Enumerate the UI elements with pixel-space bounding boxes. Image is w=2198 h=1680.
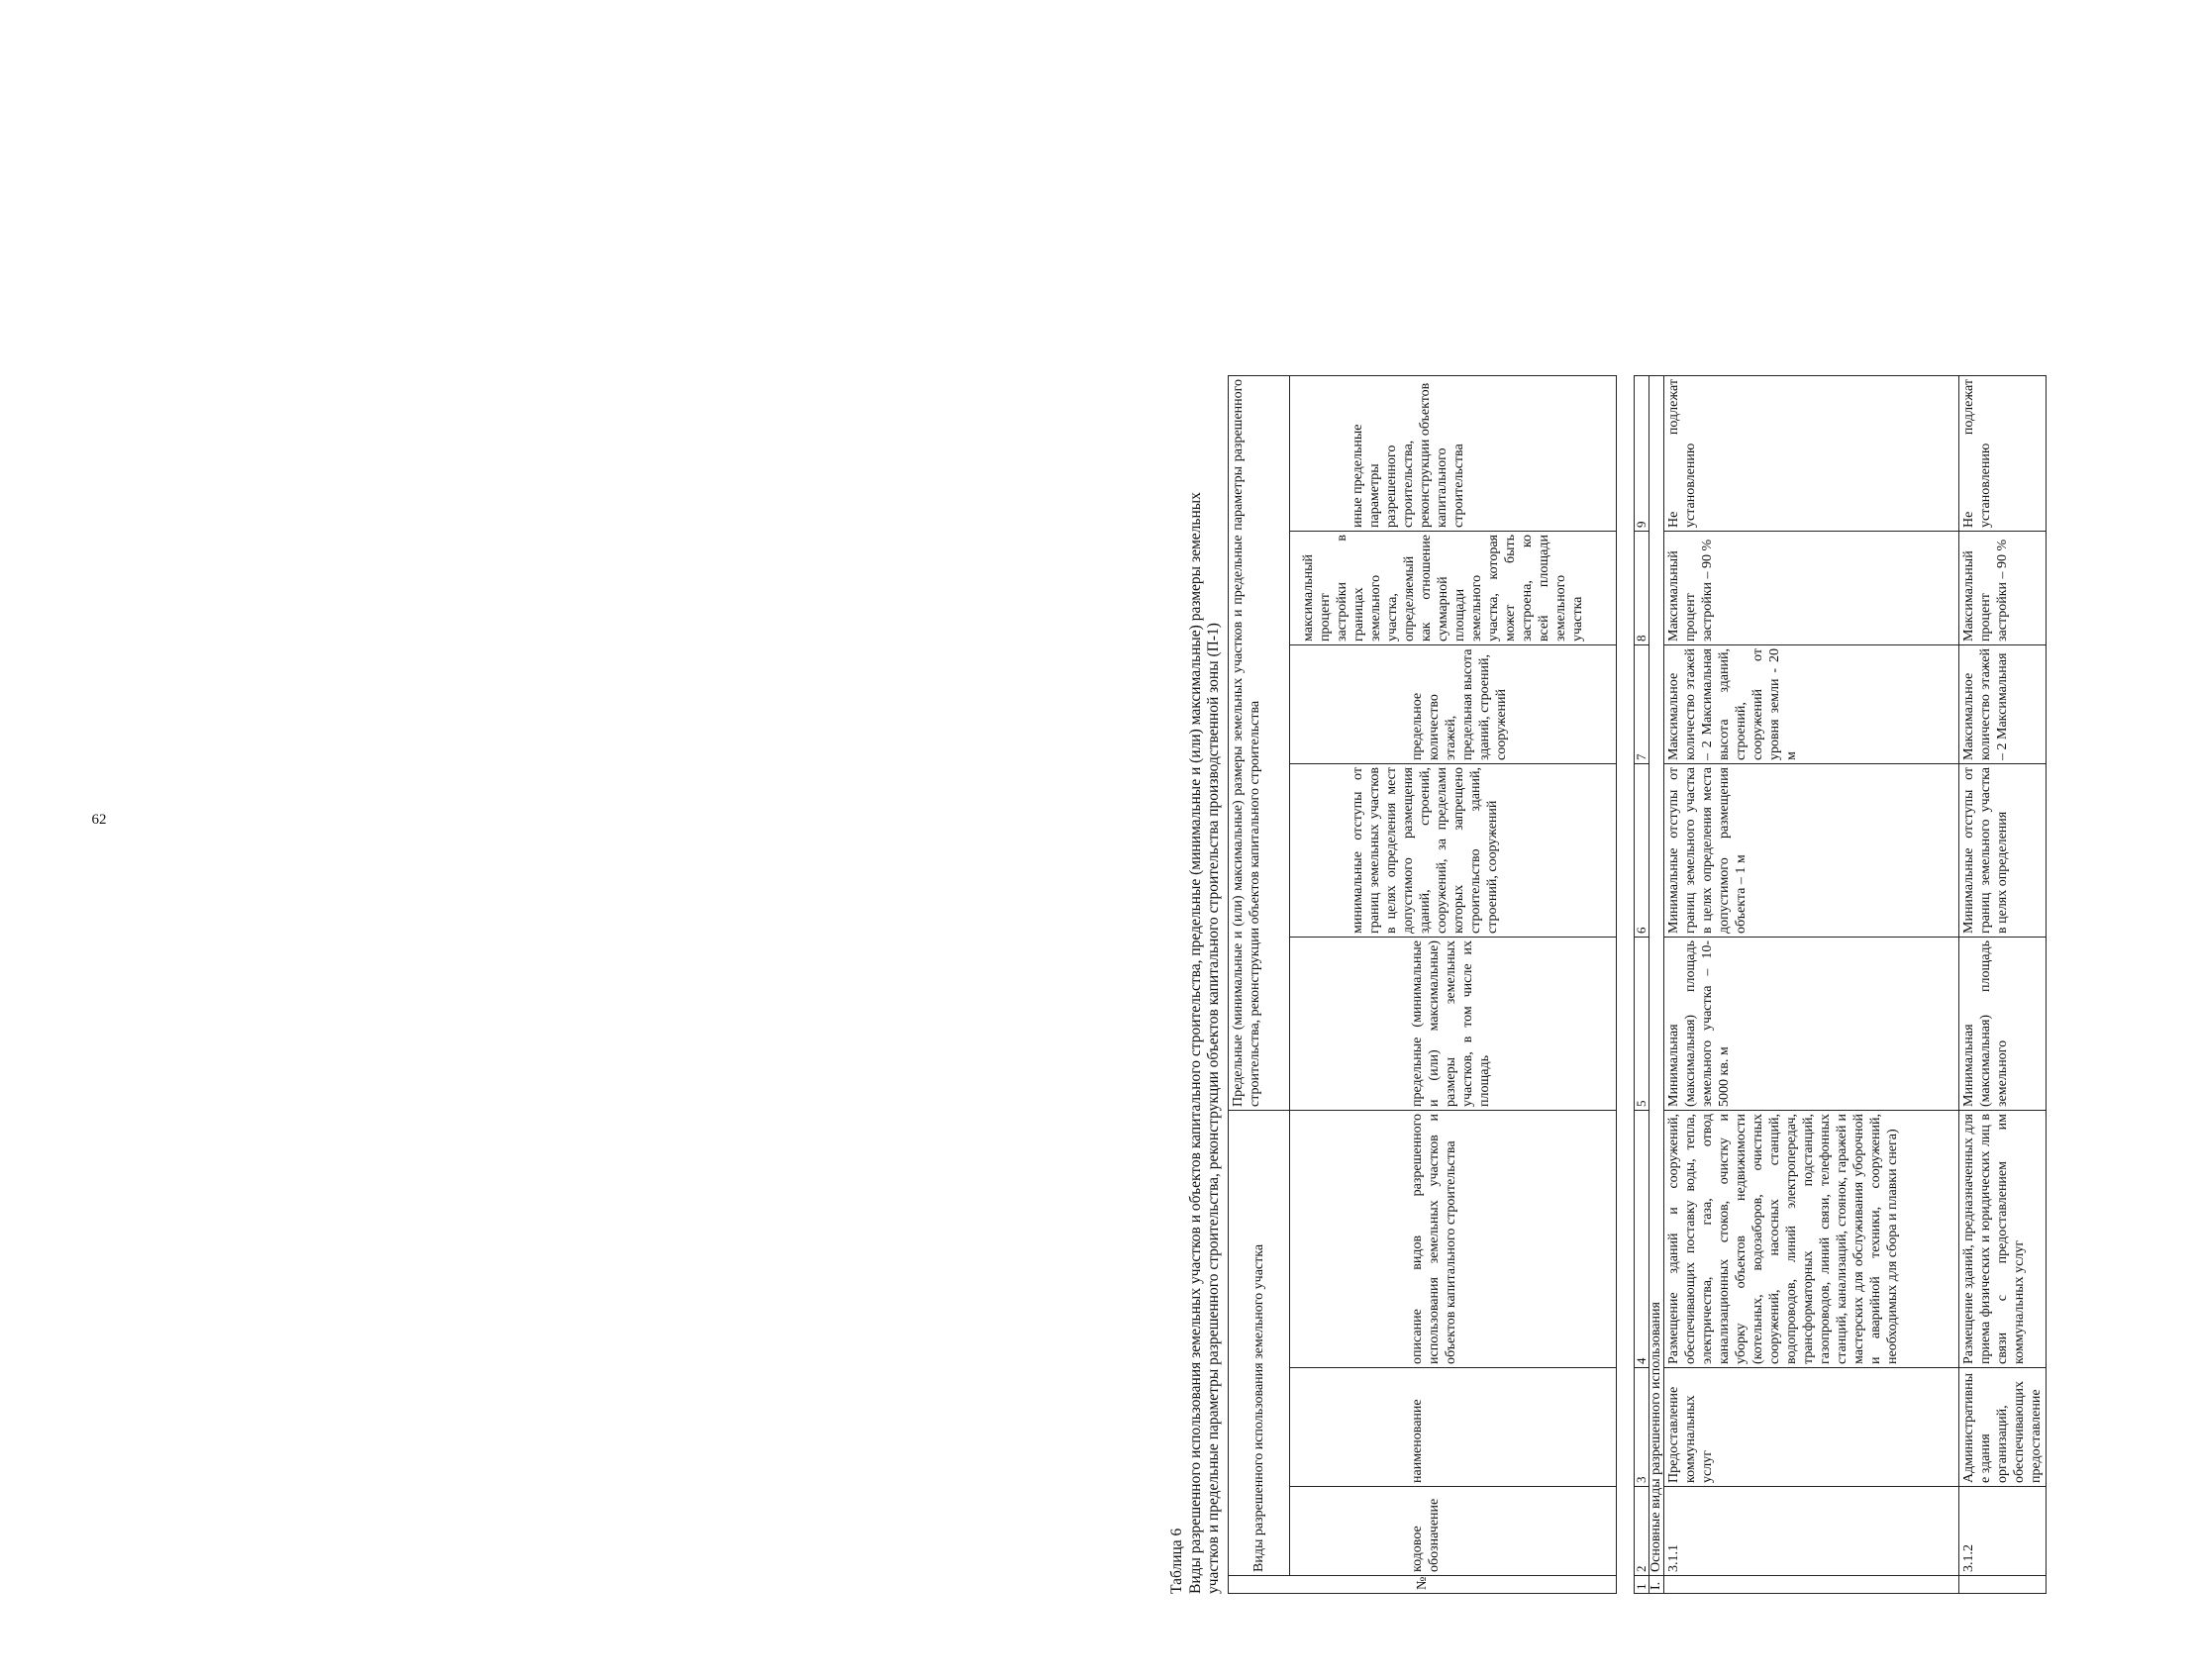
row-coverage: Максимальный процент застройки – 90 % [1664,532,1959,645]
column-number: 5 [1635,938,1649,1111]
rotated-page-content [1168,356,2198,1624]
column-number: 1 [1635,1576,1649,1594]
header-num: № [1229,1576,1617,1594]
table-body [1634,375,2047,1594]
row-empty-cell [1959,1576,2047,1594]
header-col9: иные предельные параметры разрешенного строительства, реконструкции объектов капитального строительства [1290,375,1617,531]
section-title: Основные виды разрешенного использования [1649,376,1664,1576]
row-code: 3.1.1 [1664,1487,1959,1576]
table-header [1228,375,1617,1594]
header-description: описание видов разрешенного использования земельных участков и объектов капитального строительства [1290,1111,1617,1368]
table-caption-line-1: Виды разрешенного использования земельных участков и объектов капитального строительства, предельные (минимальные и (или) максимальные) размеры земельных [1187,492,1204,1594]
row-description: Размещение зданий, предназначенных для приема физических и юридических лиц в связи с предоставлением им коммунальных услуг [1959,1111,2047,1368]
row-description: Размещение зданий и сооружений, обеспечивающих поставку воды, тепла, электричества, газа, отвод канализационных стоков, очистку и уборку объектов недвижимости (котельных, водозаборов, очистных сооружений, насосных станций, водопроводов, линий электропередач, трансформаторных подстанций, газопроводов, линий связи, телефонных станций, канализаций, стоянок, гаражей и мастерских для обслуживания уборочной и аварийной техники, сооружений, необходимых для сбора и плавки снега) [1664,1111,1959,1368]
table-row [1664,376,1959,1594]
row-setback: Минимальные отступы от границ земельного участка в целях определения [1959,764,2047,938]
column-number: 9 [1635,376,1649,532]
section-number: I. [1649,1576,1664,1594]
row-coverage: Максимальный процент застройки – 90 % [1959,532,2047,645]
column-number: 6 [1635,764,1649,938]
column-number: 4 [1635,1111,1649,1368]
header-params-group: Предельные (минимальные и (или) максимальные) размеры земельных участков и предельные параметры разрешенного строительства, реконструкции объектов капитального строительства [1229,375,1290,1110]
page-number: 62 [91,812,107,828]
row-floors: Максимальное количество этажей – 2 Максимальная высота зданий, строений, сооружений от уровня земли - 20 м [1664,645,1959,764]
row-name: Административные здания организаций, обеспечивающих предоставление [1959,1368,2047,1487]
table-caption-line-2: участков и предельные параметры разрешенного строительства, реконструкции объектов капитального строительства производственной зоны (П-1) [1205,623,1222,1594]
table-label: Таблица 6 [1168,1528,1185,1594]
row-setback: Минимальные отступы от границ земельного участка в целях определения места допустимого размещения объекта – 1 м [1664,764,1959,938]
header-col7: предельное количество этажей, предельная высота зданий, строений, сооружений [1290,645,1617,764]
row-size: Минимальная (максимальная) площадь земельного участка – 10-5000 кв. м [1664,938,1959,1111]
header-col6: минимальные отступы от границ земельных участков в целях определения мест допустимого размещения зданий, строений, сооружений, за пределами которых запрещено строительство зданий, строений, сооружений [1290,764,1617,938]
column-number: 2 [1635,1487,1649,1576]
column-number: 7 [1635,645,1649,764]
row-name: Предоставление коммунальных услуг [1664,1368,1959,1487]
section-row [1649,376,1664,1594]
row-other: Не подлежат установлению [1959,376,2047,532]
row-floors: Максимальное количество этажей – 2 Максимальная [1959,645,2047,764]
header-name: наименование [1290,1368,1617,1487]
header-col8: максимальный процент застройки в границах земельного участка, определяемый как отношение суммарной площади земельного участка, которая может быть застроена, ко всей площади земельного участка [1290,532,1617,645]
row-size: Минимальная (максимальная) площадь земельного [1959,938,2047,1111]
row-other: Не подлежат установлению [1664,376,1959,532]
row-code: 3.1.2 [1959,1487,2047,1576]
header-vri-group: Виды разрешенного использования земельного участка [1229,1111,1290,1576]
column-numbers-row [1635,376,1649,1594]
column-number: 8 [1635,532,1649,645]
header-code: кодовое обозначение [1290,1487,1617,1576]
row-empty-cell [1664,1576,1959,1594]
column-number: 3 [1635,1368,1649,1487]
table-row [1959,376,2047,1594]
header-col5: предельные (минимальные и (или) максимальные) размеры земельных участков, в том числе их площадь [1290,938,1617,1111]
